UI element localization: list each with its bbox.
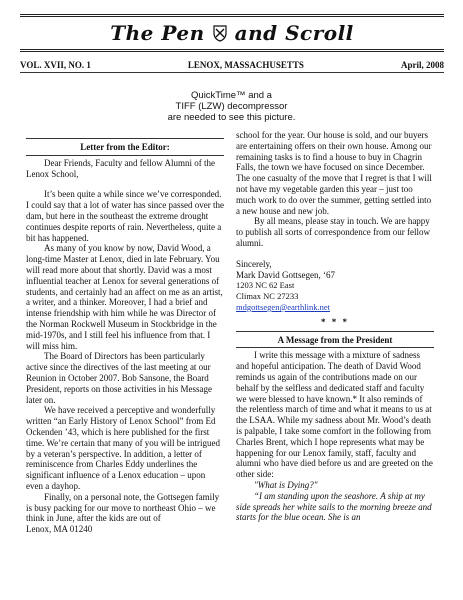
qt-line-2: TIFF (LZW) decompressor [175, 101, 288, 112]
editor-paragraph: By all means, please stay in touch. We are happy to publish all sorts of correspondence from our fellow alumni. [236, 216, 430, 248]
masthead [20, 14, 444, 52]
editor-paragraph: We have received a perceptive and wonderfully written “an Early History of Lenox School” from Ed Ockenden ’43, which is here published for the first time. We’re certain that many of you will be intrigued by a veteran’s perspective. In addition, a letter of reminiscence from Charles Eddy underlines the significant influence of a Lenox education – upon even a dayhop. [26, 405, 221, 491]
issue-volume: VOL. XVII, NO. 1 [20, 60, 91, 70]
masthead-title-left: The Pen [110, 21, 205, 45]
editor-signature: Mark David Gottsegen, ‘67 [236, 269, 335, 280]
editor-address-2: Climax NC 27233 [236, 291, 299, 302]
editor-address-1: 1203 NC 62 East [236, 280, 295, 291]
editor-address-tail: Lenox, MA 01240 [26, 524, 93, 535]
masthead-title-right: and Scroll [234, 21, 354, 45]
quote-title: "What is Dying?" [254, 479, 318, 490]
president-paragraph: I write this message with a mixture of sadness and hopeful anticipation. The death of David Wood reminds us again of the contributions made on our behalf by the selfless and dedicated staff and faculty we were blessed to have known.* It also reminds of the relentless march of time and what it means to us at the LSAA. While my sadness about Mr. Wood’s death is palpable, I take some comfort in the following from Charles Brent, which I hope represents what may be happening for our Lenox family, staff, faculty and alumni who have died before us and are greeted on the other side: [236, 350, 433, 480]
editor-letter-heading: Letter from the Editor: [26, 138, 224, 156]
editor-paragraph: It’s been quite a while since we’ve corresponded. I could say that a lot of water has since passed over the dam, but here in the southeast the extreme drought continues despite reports of rain. Nevertheless, quite a bit has happened. [26, 189, 224, 243]
crest-icon [211, 24, 229, 42]
editor-paragraph: The Board of Directors has been particularly active since the directives of the last meeting at our Reunion in October 2007. Bob Sansone, the Board President, reports on those activities in his Message later on. [26, 351, 212, 405]
right-column [236, 130, 434, 523]
editor-signoff: Sincerely, [236, 258, 272, 269]
qt-line-1: QuickTime™ and a [191, 90, 272, 101]
issue-location: LENOX, MASSACHUSETTS [187, 60, 304, 70]
issue-line [20, 60, 444, 73]
issue-date: April, 2008 [400, 60, 444, 70]
president-message-heading: A Message from the President [236, 331, 434, 349]
image-placeholder-notice [0, 90, 463, 123]
editor-paragraph: Finally, on a personal note, the Gottsegen family is busy packing for our move to northeast Ohio – we think in June, after the kids are out of [26, 491, 220, 524]
editor-paragraph: As many of you know by now, David Wood, a long-time Master at Lenox, died in late February. You will read more about that shortly. David was a most influential teacher at Lenox for several generations of students, and certainly had an affect on me as an artist, a writer, and a thinker. Moreover, I had a brief and intense friendship with him while he was Director of the Norman Rockwell Museum in Stockbridge in the mid-1970s, and I still feel his influence from that. I will miss him. [26, 243, 223, 351]
qt-line-3: are needed to see this picture. [167, 112, 296, 123]
editor-paragraph: school for the year. Our house is sold, and our buyers are entertaining offers on their own house. Among our remaining tasks is to find a house to buy in Chagrin Falls, the town we have focused on since December. The one casualty of the move that I regret is that I will not have my vegetable garden this year – just too much work to do over the summer, getting settled into a new house and new job. [236, 130, 432, 216]
editor-email-link[interactable]: mdgottsegen@earthlink.net [236, 301, 330, 312]
section-separator: * * * [321, 316, 349, 327]
quote-text: “I am standing upon the seashore. A ship at my side spreads her white sails to the morning breeze and starts for the blue ocean. She is an [236, 490, 432, 523]
editor-paragraph: Dear Friends, Faculty and fellow Alumni of the Lenox School, [26, 157, 215, 179]
left-column [26, 138, 224, 535]
